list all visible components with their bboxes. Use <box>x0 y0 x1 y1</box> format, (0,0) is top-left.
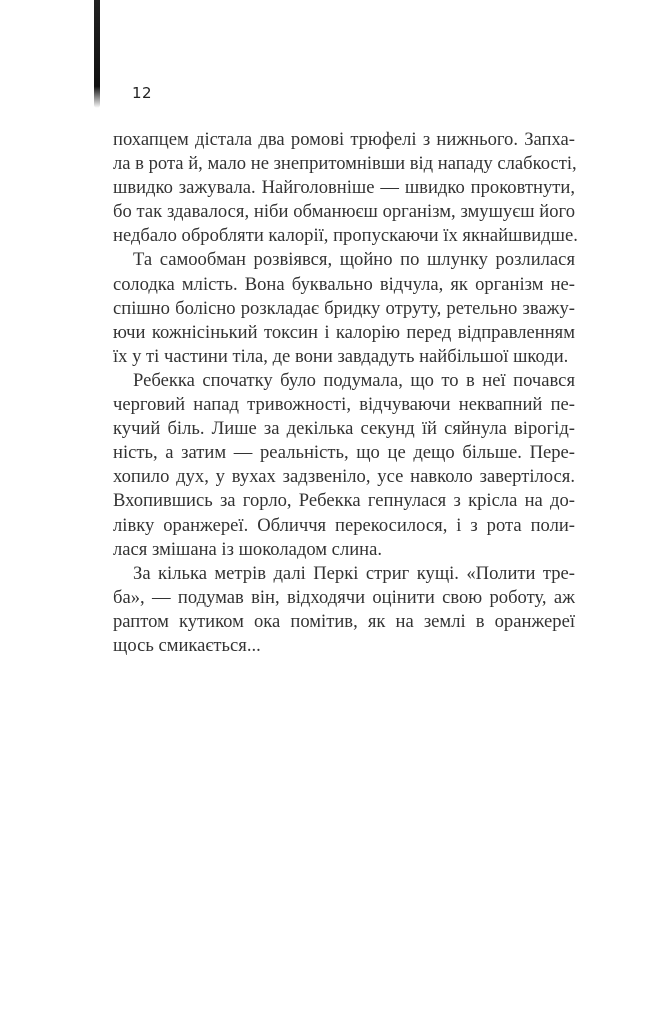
text-line: лася змішана із шоколадом слина. <box>113 538 383 560</box>
page-edge-bar <box>94 0 100 108</box>
body-text <box>113 128 578 658</box>
text-line: ба», — подумав він, відходячи оцінити свою роботу, аж <box>113 586 575 608</box>
text-line: Вхопившись за горло, Ребекка гепнулася з крісла на до- <box>113 490 575 512</box>
paragraph <box>113 248 575 368</box>
page-number: 12 <box>132 84 153 102</box>
text-line: солодка млість. Вона буквально відчула, як організм не- <box>113 273 575 295</box>
paragraph <box>113 562 575 658</box>
text-line: кучий біль. Лише за декілька секунд їй сяйнула вірогід- <box>113 418 575 440</box>
text-line: швидко зажувала. Найголовніше — швидко проковтнути, <box>113 177 575 199</box>
paragraph <box>113 369 575 562</box>
text-line: ючи кожнісінький токсин і калорію перед відправленням <box>113 321 575 343</box>
text-line: черговий напад тривожності, відчуваючи неквапний пе- <box>113 394 575 416</box>
text-line: ла в рота й, мало не знепритомнівши від нападу слабкості, <box>113 153 577 175</box>
text-line: Та самообман розвіявся, щойно по шлунку розлилася <box>133 249 575 271</box>
text-line: спішно болісно розкладає бридку отруту, ретельно зважу- <box>113 297 575 319</box>
text-line: лівку оранжереї. Обличчя перекосилося, і з рота поли- <box>113 514 575 536</box>
text-line: хопило дух, у вухах задзвеніло, усе навколо завертілося. <box>113 466 575 488</box>
text-line: щось смикається... <box>113 634 261 656</box>
text-line: бо так здавалося, ніби обманюєш організм, змушуєш його <box>113 201 575 223</box>
paragraph <box>113 128 578 248</box>
text-line: За кілька метрів далі Перкі стриг кущі. «Полити тре- <box>133 562 575 584</box>
text-line: їх у ті частини тіла, де вони завдадуть найбільшої шкоди. <box>113 345 569 367</box>
text-line: ність, а затим — реальність, що це дещо більше. Пере- <box>113 442 575 464</box>
text-line: недбало обробляти калорії, пропускаючи їх якнайшвидше. <box>113 225 578 247</box>
text-line: похапцем дістала два ромові трюфелі з нижнього. Запха- <box>113 129 575 150</box>
text-line: Ребекка спочатку було подумала, що то в неї почався <box>133 369 575 391</box>
text-line: раптом кутиком ока помітив, як на землі в оранжереї <box>113 610 575 632</box>
